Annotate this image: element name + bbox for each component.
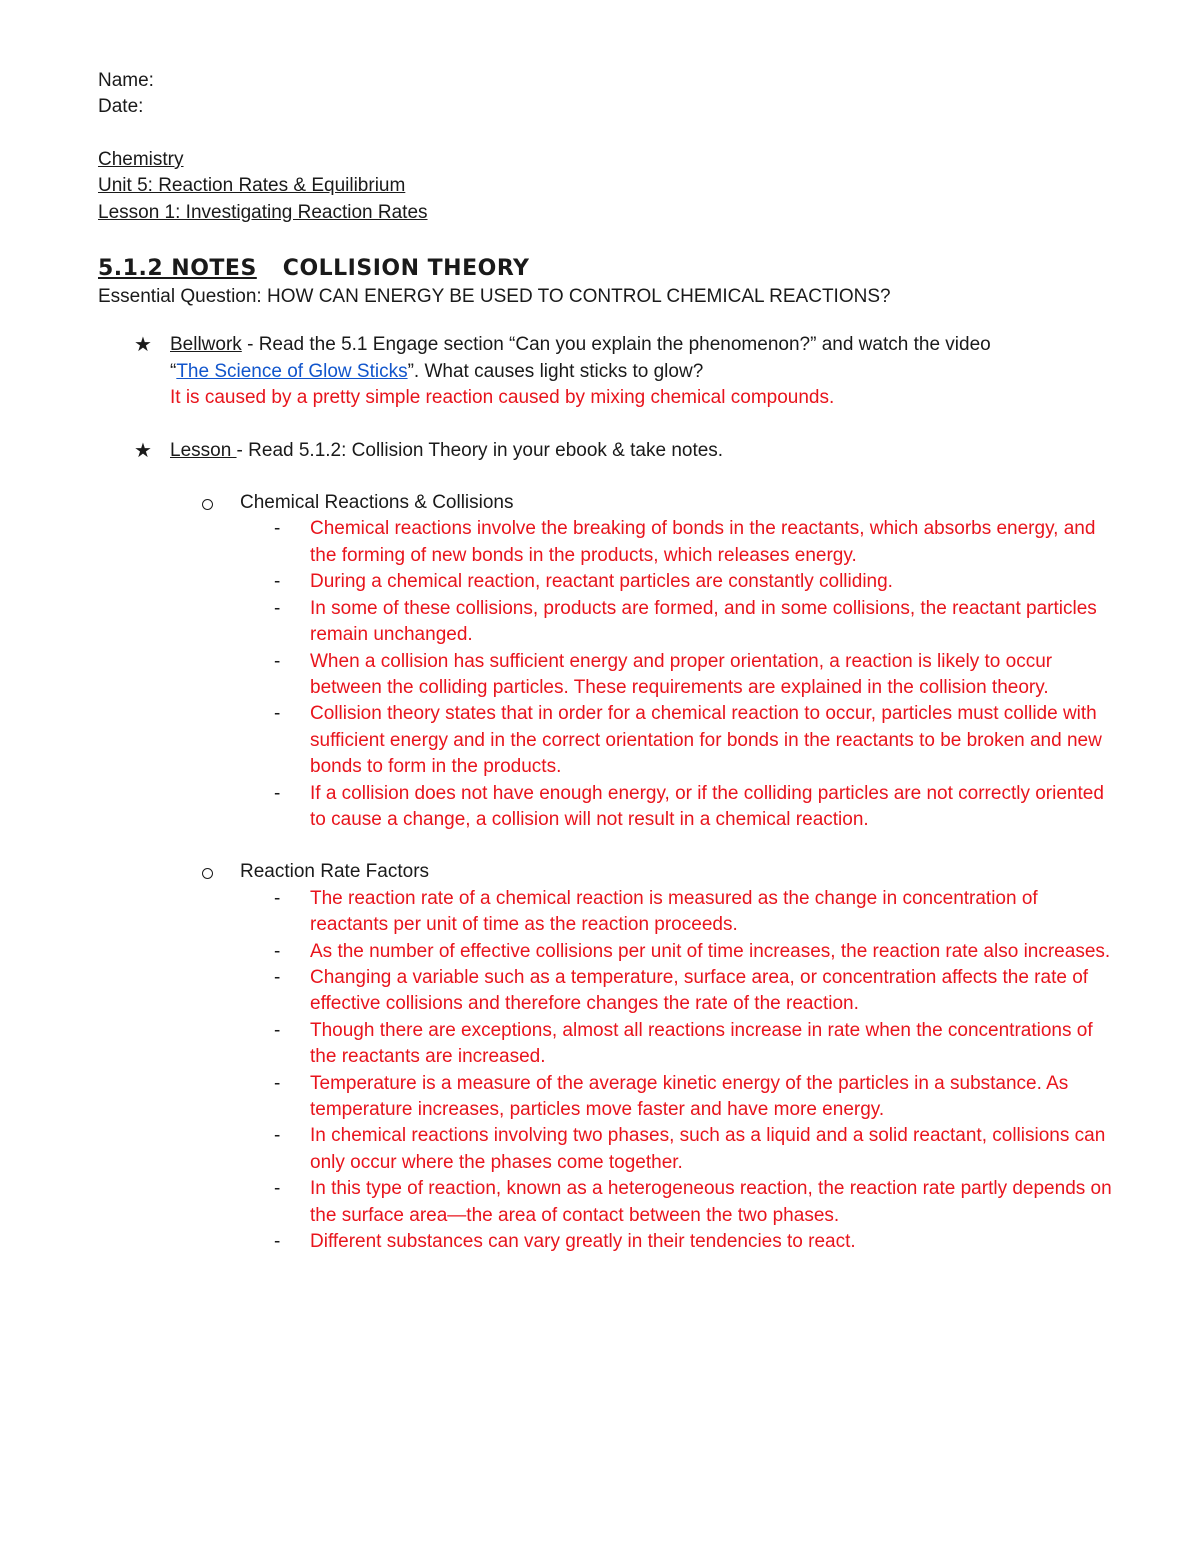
dash-bullet-icon: - [274,1072,281,1094]
unit-title: Unit 5: Reaction Rates & Equilibrium [98,175,406,197]
dash-bullet-icon: - [274,1019,281,1041]
bellwork-item [98,332,1118,411]
dash-bullet-icon: - [274,597,281,619]
dash-bullet-icon: - [274,887,281,909]
page-title [98,254,1118,284]
hollow-circle-bullet-icon [202,868,213,879]
section-heading: Reaction Rate Factors [240,861,430,883]
bullet-list [98,886,1118,1256]
list-item [98,1071,1118,1124]
list-item [98,939,1118,965]
bellwork-answer: It is caused by a pretty simple reaction caused by mixing chemical compounds. [170,387,835,409]
notes-topic: COLLISION THEORY [282,256,530,282]
notes-sections [98,490,1118,1255]
lesson-label: Lesson [170,439,237,461]
lesson-title: Lesson 1: Investigating Reaction Rates [98,201,428,223]
bullet-text: Chemical reactions involve the breaking of bonds in the reactants, which absorbs energy, and the forming of new bonds in the products, which releases energy. [310,518,1096,566]
bullet-text: When a collision has sufficient energy and proper orientation, a reaction is likely to occur between the colliding particles. These requirements are explained in the collision theory. [310,650,1053,698]
dash-bullet-icon: - [274,1178,281,1200]
lesson-item [98,438,1118,464]
list-item [98,596,1118,649]
star-icon: ★ [134,334,152,357]
bullet-text: In some of these collisions, products are formed, and in some collisions, the reactant particles remain unchanged. [310,597,1097,646]
bellwork-label: Bellwork [170,334,242,356]
dash-bullet-icon: - [274,571,281,593]
bullet-text: During a chemical reaction, reactant particles are constantly colliding. [310,571,893,593]
dash-bullet-icon: - [274,782,281,804]
list-item [98,1229,1118,1255]
dash-bullet-icon: - [274,703,281,725]
list-item [98,649,1118,702]
glow-sticks-video-link[interactable]: The Science of Glow Sticks [176,360,408,382]
dash-bullet-icon: - [274,940,281,962]
section-heading: Chemical Reactions & Collisions [240,492,514,514]
bullet-text: As the number of effective collisions per unit of time increases, the reaction rate also increases. [310,940,1111,962]
bullet-text: In chemical reactions involving two phases, such as a liquid and a solid reactant, collisions can only occur where the phases come together. [310,1125,1106,1173]
list-item [98,701,1118,780]
list-item [98,569,1118,595]
bullet-list [98,516,1118,833]
notes-section [98,490,1118,516]
bullet-text: Though there are exceptions, almost all reactions increase in rate when the concentrations of the reactants are increased. [310,1019,1093,1068]
dash-bullet-icon: - [274,1125,281,1147]
list-item [98,1123,1118,1176]
list-item [98,965,1118,1018]
bullet-text: Collision theory states that in order for a chemical reaction to occur, particles must collide with sufficient energy and in the correct orientation for bonds in the reactants to be broken and new bonds to form in the products. [310,703,1102,778]
notes-section [98,859,1118,885]
bullet-text: Temperature is a measure of the average kinetic energy of the particles in a substance. As temperature increases, particles move faster and have more energy. [310,1072,1069,1120]
name-label: Name: [98,70,154,91]
list-item [98,1018,1118,1071]
list-item [98,781,1118,834]
dash-bullet-icon: - [274,1231,281,1253]
list-item [98,1176,1118,1229]
dash-bullet-icon: - [274,518,281,540]
lesson-text: - Read 5.1.2: Collision Theory in your ebook & take notes. [236,439,724,461]
notes-number: 5.1.2 NOTES [98,256,257,282]
star-icon: ★ [134,439,152,462]
document-page [98,68,1118,1255]
date-label: Date: [98,96,144,118]
essential-question: Essential Question: HOW CAN ENERGY BE USED TO CONTROL CHEMICAL REACTIONS? [98,286,891,308]
bellwork-question: ”. What causes light sticks to glow? [407,360,704,382]
bullet-text: If a collision does not have enough energy, or if the colliding particles are not correctly oriented to cause a change, a collision will not result in a chemical reaction. [310,782,1104,830]
dash-bullet-icon: - [274,650,281,672]
bullet-text: In this type of reaction, known as a heterogeneous reaction, the reaction rate partly depends on the surface area—the area of contact between the two phases. [310,1178,1112,1226]
bellwork-text: - Read the 5.1 Engage section “Can you explain the phenomenon?” and watch the video [241,334,991,356]
list-item [98,516,1118,569]
bullet-text: Changing a variable such as a temperature, surface area, or concentration affects the rate of effective collisions and therefore changes the rate of the reaction. [310,966,1089,1015]
hollow-circle-bullet-icon [202,499,213,510]
bullet-text: The reaction rate of a chemical reaction is measured as the change in concentration of reactants per unit of time as the reaction proceeds. [310,887,1038,936]
list-item [98,886,1118,939]
course-title: Chemistry [98,148,184,170]
bullet-text: Different substances can vary greatly in their tendencies to react. [310,1231,856,1253]
quote-open: “ [170,360,177,382]
dash-bullet-icon: - [274,966,281,988]
